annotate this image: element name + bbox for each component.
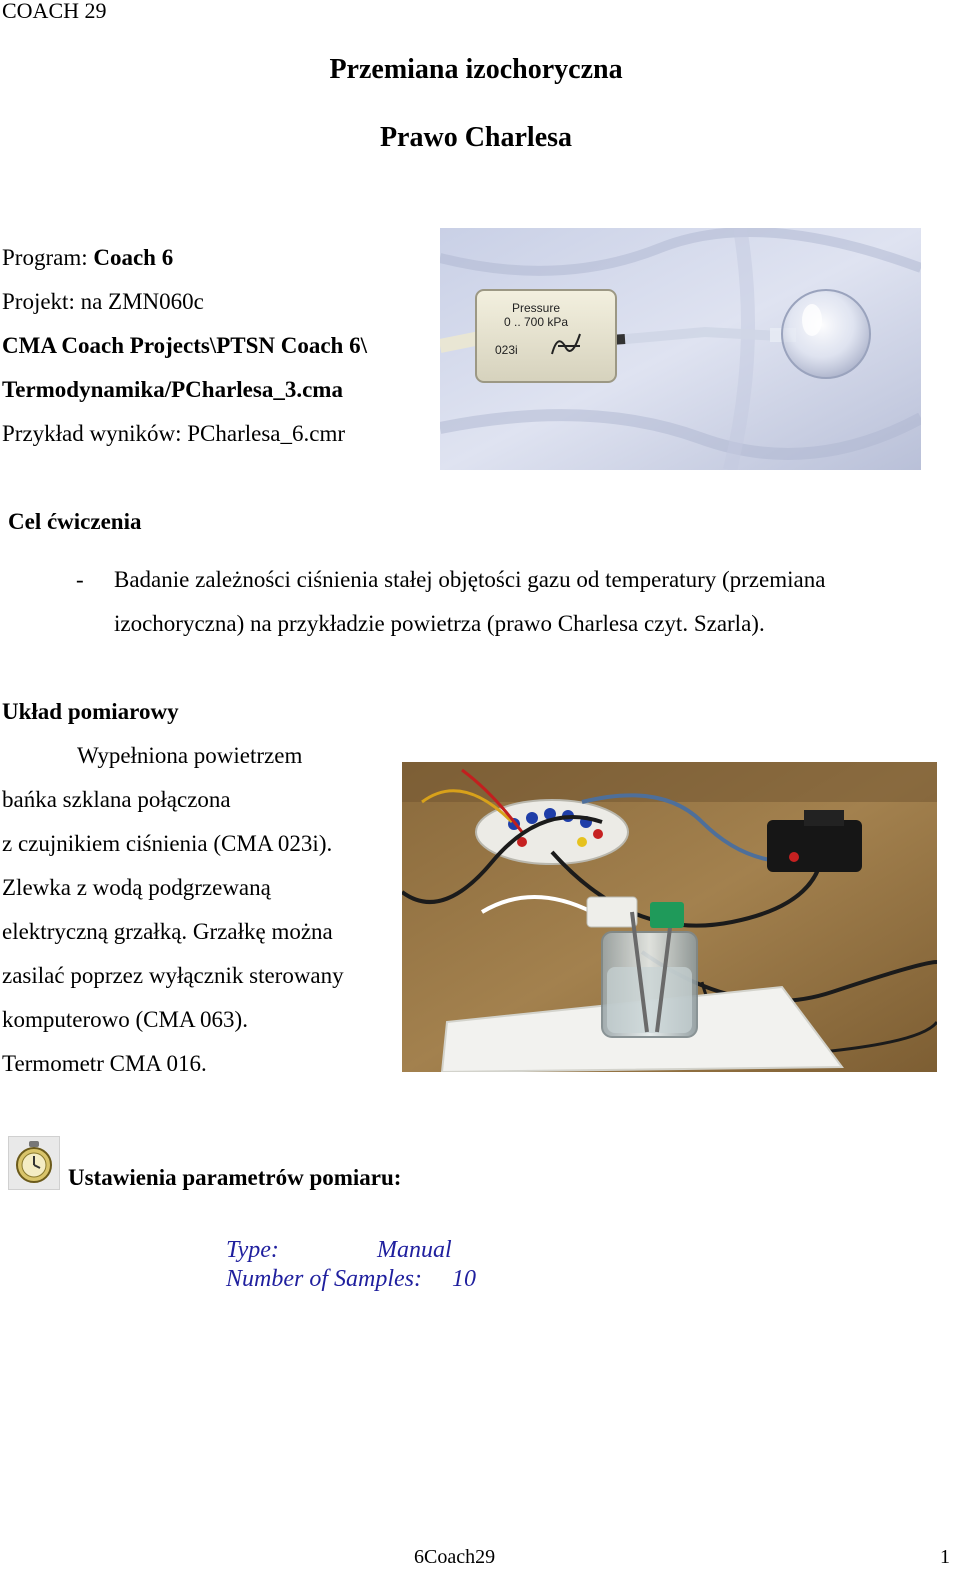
goal-text-line-2: izochoryczna) na przykładzie powietrza (prawo Charlesa czyt. Szarla). [114,611,765,636]
setup-line-4: Zlewka z wodą podgrzewaną [2,875,271,900]
project-path-1: CMA Coach Projects\PTSN Coach 6\ [2,333,367,358]
page-header: COACH 29 [2,0,107,23]
sensor-label-2: 0 .. 700 kPa [504,315,569,329]
footer-label: 6Coach29 [414,1546,496,1568]
setup-line-6: zasilać poprzez wyłącznik sterowany [2,963,344,988]
program-label: Program: [2,245,94,270]
example-results-line: Przykład wyników: PCharlesa_6.cmr [2,421,346,446]
project-line: Projekt: na ZMN060c [2,289,204,314]
samples-value: 10 [452,1266,476,1292]
project-path-2: Termodynamika/PCharlesa_3.cma [2,377,343,402]
sensor-label-3: 023i [495,343,518,357]
setup-line-8: Termometr CMA 016. [2,1051,207,1076]
stopwatch-icon [8,1136,60,1190]
type-label: Type: [226,1237,279,1263]
setup-line-3: z czujnikiem ciśnienia (CMA 023i). [2,831,333,856]
document-subtitle: Prawo Charlesa [379,122,573,153]
measurement-setup-photo [402,762,937,1072]
goal-bullet-dash: - [76,567,84,592]
params-heading: Ustawienia parametrów pomiaru: [68,1165,402,1190]
program-value: Coach 6 [93,245,174,270]
page-number: 1 [940,1546,950,1568]
samples-label: Number of Samples: [226,1266,422,1292]
sensor-label-1: Pressure [512,301,561,315]
setup-line-5: elektryczną grzałką. Grzałkę można [2,919,333,944]
setup-heading: Układ pomiarowy [2,699,179,724]
goal-heading: Cel ćwiczenia [8,509,142,534]
pressure-sensor-photo [440,228,921,470]
setup-line-1: Wypełniona powietrzem [77,743,303,768]
setup-line-2: bańka szklana połączona [2,787,231,812]
document-title: Przemiana izochoryczna [329,54,623,85]
type-value: Manual [377,1237,452,1263]
program-line [2,245,173,271]
goal-text-line-1: Badanie zależności ciśnienia stałej objętości gazu od temperatury (przemiana [114,567,826,592]
setup-line-7: komputerowo (CMA 063). [2,1007,248,1032]
